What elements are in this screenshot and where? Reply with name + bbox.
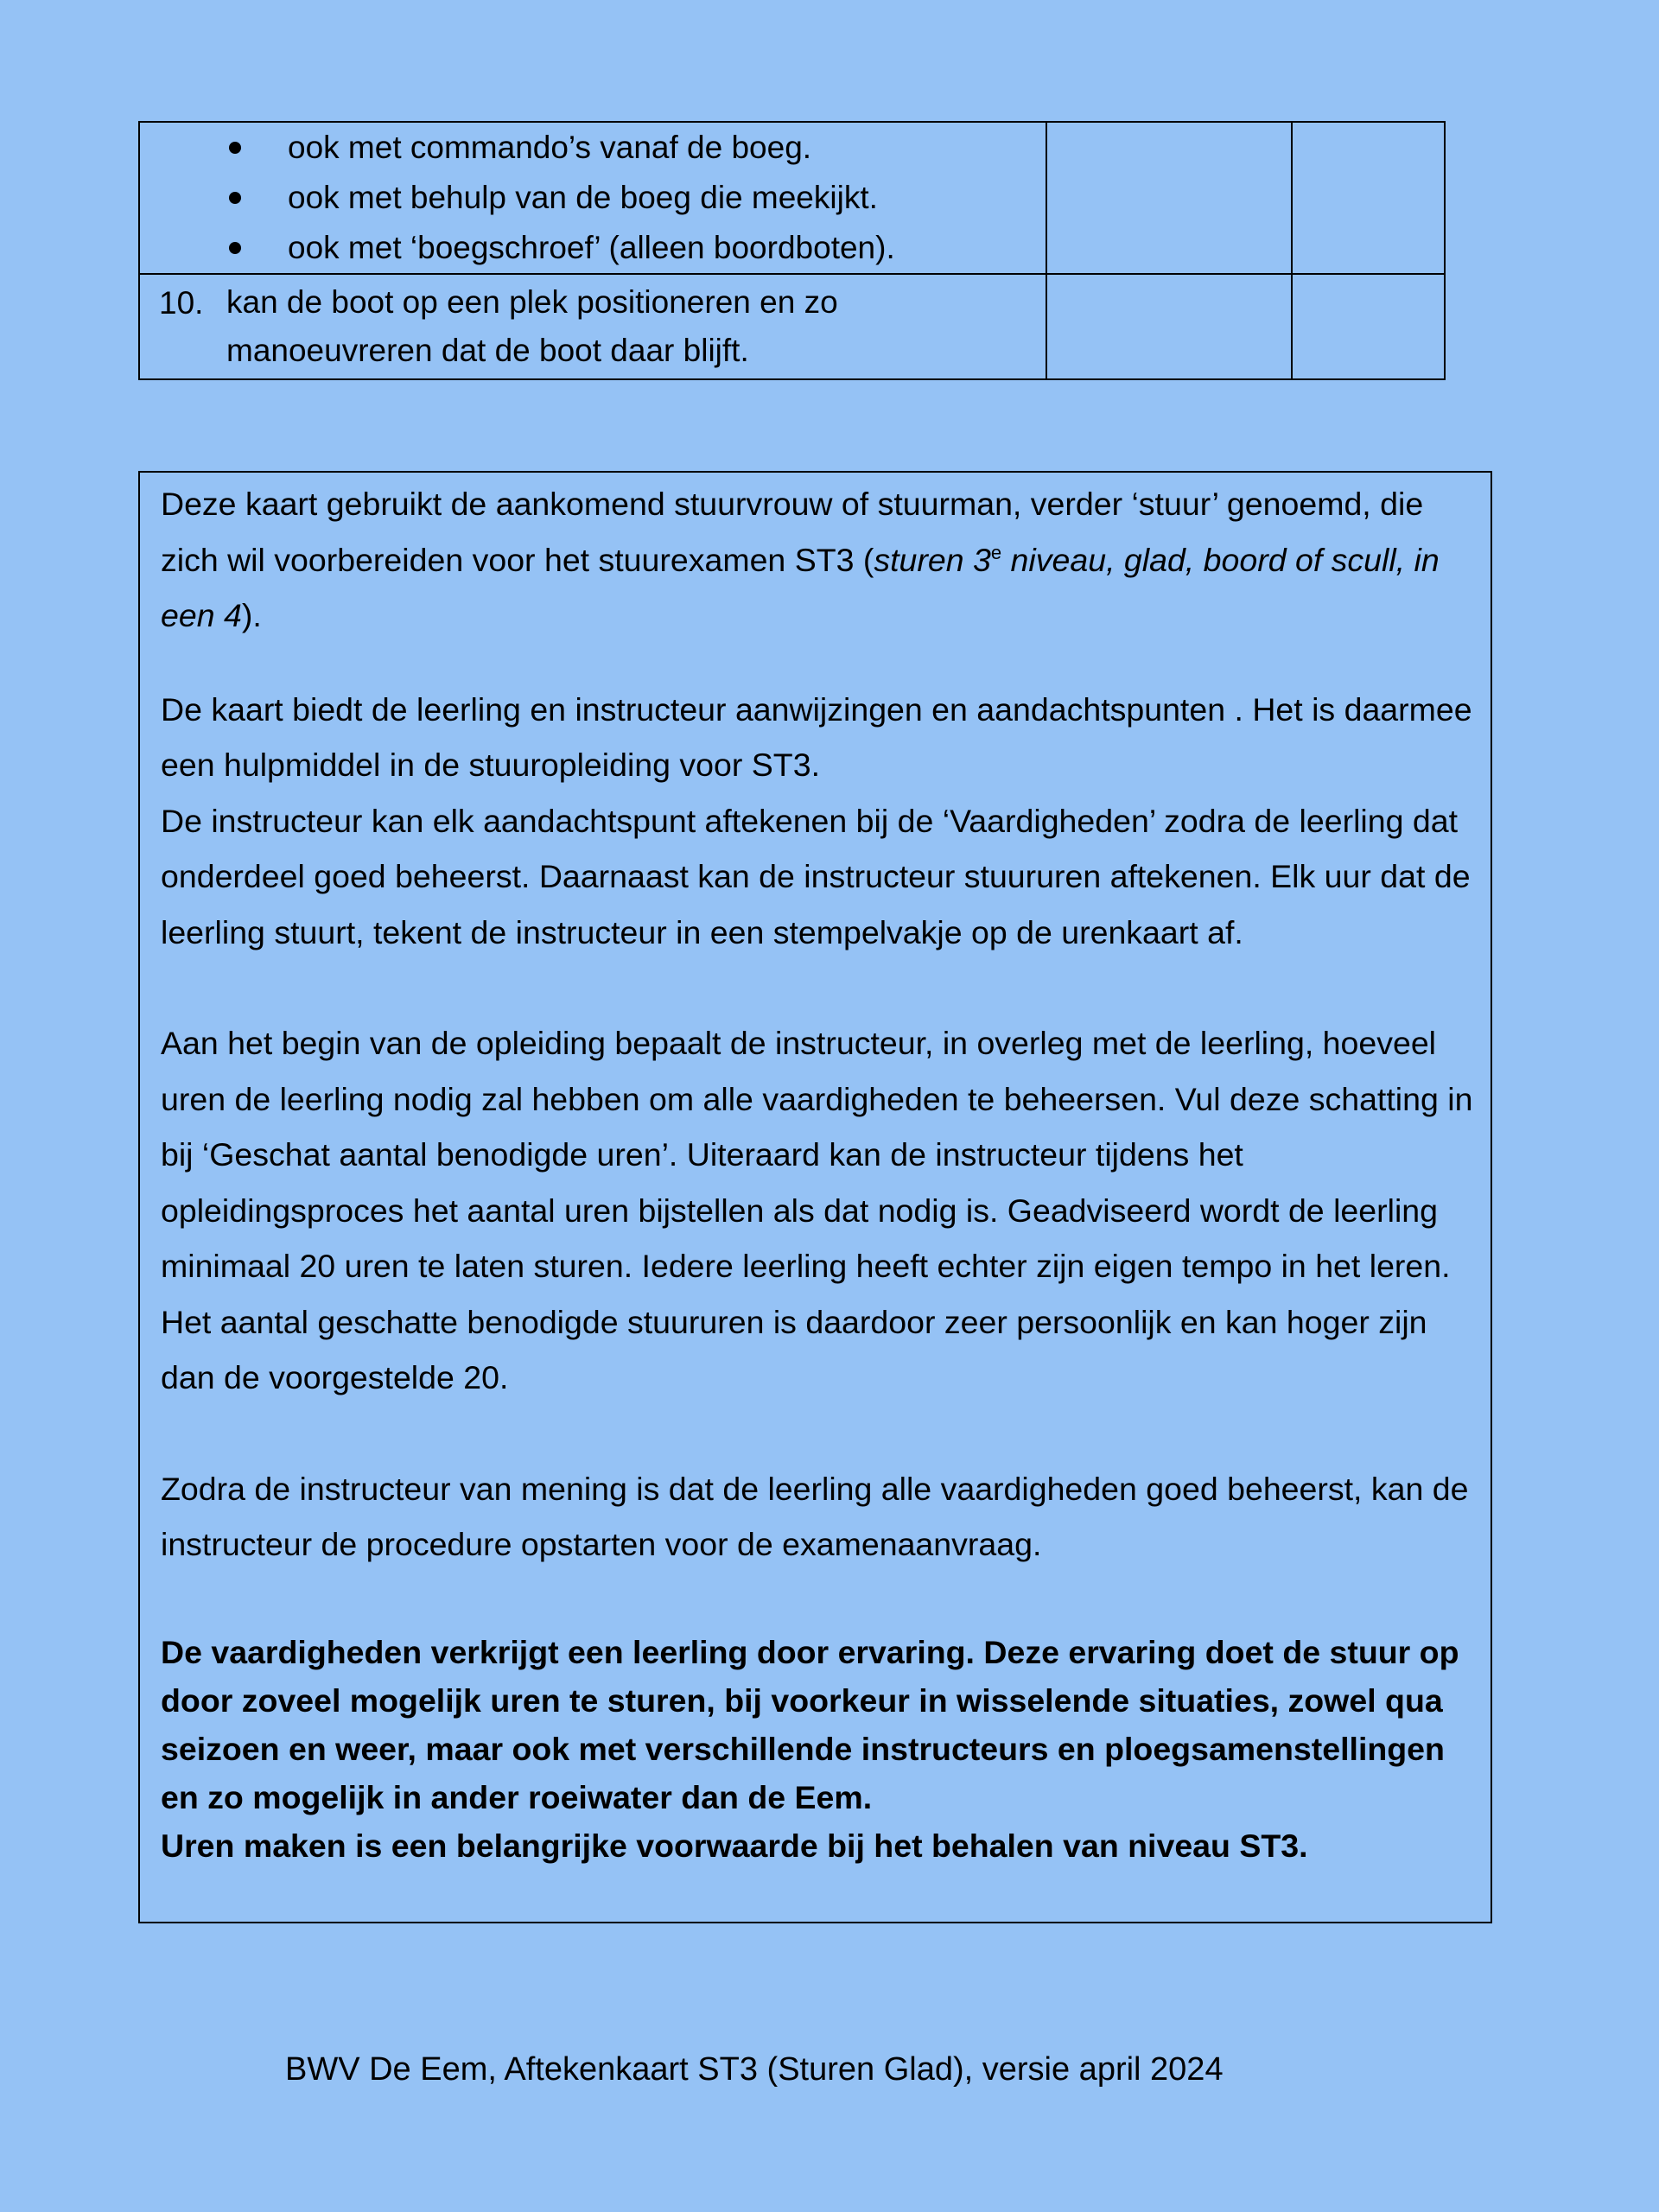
intro-superscript: e xyxy=(990,541,1002,563)
hours-paragraph: Uren maken is een belangrijke voorwaarde bij het behalen van niveau ST3. xyxy=(161,1827,1308,1864)
bullet-icon xyxy=(229,242,241,254)
list-item xyxy=(140,223,1046,273)
signoff-cell[interactable] xyxy=(1292,122,1445,274)
item-text xyxy=(226,278,1004,375)
signoff-cell[interactable] xyxy=(1292,274,1445,379)
list-item xyxy=(140,173,1046,223)
item-text-line: manoeuvreren dat de boot daar blijft. xyxy=(226,333,749,368)
intro-paragraph xyxy=(161,476,1473,644)
bullet-icon xyxy=(229,192,241,204)
item-number: 10. xyxy=(159,285,204,321)
intro-italic: niveau, glad, boord of scull, in een 4 xyxy=(161,541,1440,633)
intro-italic: sturen 3 xyxy=(874,541,991,578)
skill-cell xyxy=(139,274,1046,379)
bullet-text: ook met commando’s vanaf de boeg. xyxy=(288,130,812,165)
page-footer: BWV De Eem, Aftekenkaart ST3 (Sturen Glad), versie april 2024 xyxy=(285,2051,1224,2088)
intro-end: ). xyxy=(241,597,262,633)
signoff-cell[interactable] xyxy=(1046,274,1293,379)
item-text-line: kan de boot op een plek positioneren en zo xyxy=(226,284,838,320)
intro-text: Deze kaart gebruikt de aankomend stuurvrouw of stuurman, verder ‘stuur’ genoemd, die zich wil voorbereiden voor het stuurexamen ST3 ( xyxy=(161,486,1424,578)
bullet-icon xyxy=(229,142,241,154)
signoff-cell[interactable] xyxy=(1046,122,1293,274)
exam-paragraph: Zodra de instructeur van mening is dat de leerling alle vaardigheden goed beheerst, kan de instructeur de procedure opstarten voor de examenaanvraag. xyxy=(161,1470,1469,1562)
signoff-paragraph: De instructeur kan elk aandachtspunt aftekenen bij de ‘Vaardigheden’ zodra de leerling dat onderdeel goed beheerst. Daarnaast kan de instructeur stuururen aftekenen. Elk uur dat de leerling stuurt, tekent de instructeur in een stempelvakje op de urenkaart af. xyxy=(161,802,1471,950)
skill-item-10 xyxy=(140,275,1046,378)
skills-table xyxy=(138,121,1446,380)
table-row xyxy=(139,274,1445,379)
list-item xyxy=(140,123,1046,173)
estimate-paragraph: Aan het begin van de opleiding bepaalt de instructeur, in overleg met de leerling, hoeveel uren de leerling nodig zal hebben om alle vaardigheden te beheersen. Vul deze schatting in bij ‘Geschat aantal benodigde uren’. Uiteraard kan de instructeur tijdens het opleidingsproces het aantal uren bijstellen als dat nodig is. Geadviseerd wordt de leerling minimaal 20 uren te laten sturen. Iedere leerling heeft echter zijn eigen tempo in het leren. Het aantal geschatte benodigde stuururen is daardoor zeer persoonlijk en kan hoger zijn dan de voorgestelde 20. xyxy=(161,1025,1473,1395)
info-box xyxy=(138,471,1492,1923)
purpose-paragraph: De kaart biedt de leerling en instructeur aanwijzingen en aandachtspunten . Het is daarmee een hulpmiddel in de stuuropleiding voor ST3. xyxy=(161,690,1472,783)
bullet-text: ook met behulp van de boeg die meekijkt. xyxy=(288,180,878,215)
experience-paragraph: De vaardigheden verkrijgt een leerling door ervaring. Deze ervaring doet de stuur op door zoveel mogelijk uren te sturen, bij voorkeur in wisselende situaties, zowel qua seizoen en weer, maar ook met verschillende instructeurs en ploegsamenstellingen en zo mogelijk in ander roeiwater dan de Eem. xyxy=(161,1633,1459,1815)
skill-cell xyxy=(139,122,1046,274)
bullet-text: ook met ‘boegschroef’ (alleen boordboten). xyxy=(288,230,895,265)
table-row xyxy=(139,122,1445,274)
bullet-list xyxy=(140,123,1046,273)
